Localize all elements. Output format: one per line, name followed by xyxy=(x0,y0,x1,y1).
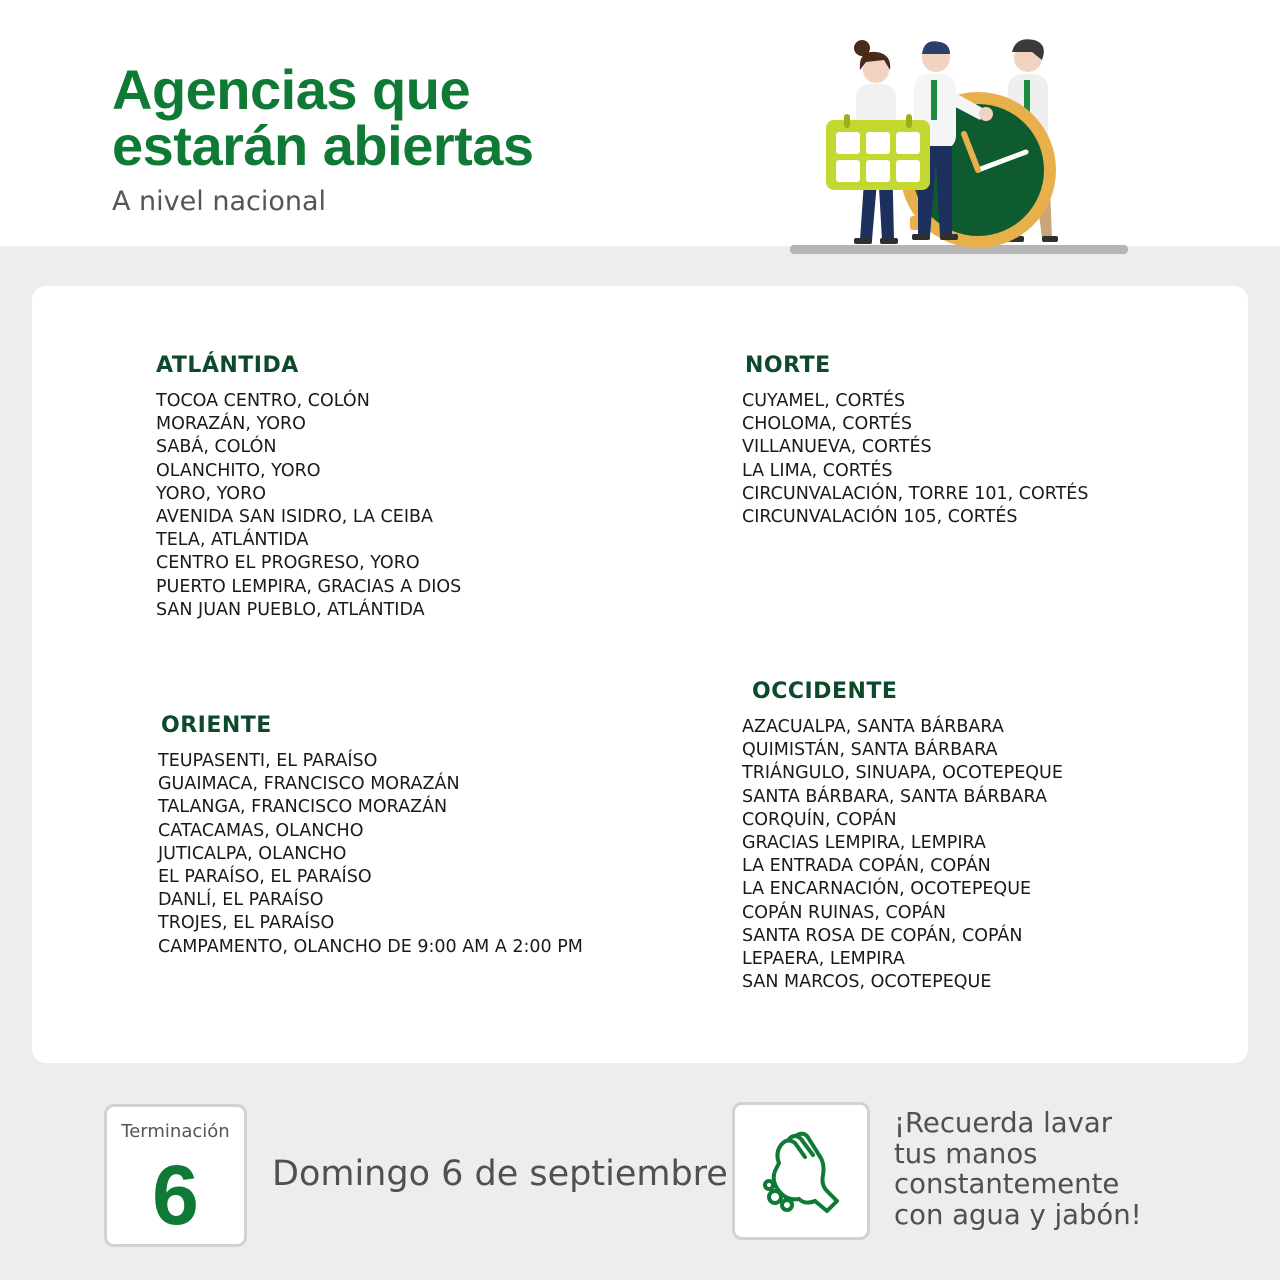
title-line-2: estarán abiertas xyxy=(112,114,534,177)
agency-item: PUERTO LEMPIRA, GRACIAS A DIOS xyxy=(156,576,462,597)
agency-item: LEPAERA, LEMPIRA xyxy=(742,949,905,970)
agency-item: COPÁN RUINAS, COPÁN xyxy=(742,902,946,923)
agency-item: TELA, ATLÁNTIDA xyxy=(156,530,309,551)
agency-item: GRACIAS LEMPIRA, LEMPIRA xyxy=(742,833,986,854)
termination-label: Terminación xyxy=(121,1121,230,1142)
region-atlantida xyxy=(156,353,461,622)
agency-item: MORAZÁN, YORO xyxy=(156,414,306,435)
agency-item: GUAIMACA, FRANCISCO MORAZÁN xyxy=(158,774,460,795)
agency-item: DANLÍ, EL PARAÍSO xyxy=(158,890,324,911)
agency-item: CAMPAMENTO, OLANCHO DE 9:00 AM A 2:00 PM xyxy=(158,936,583,957)
agency-item: SABÁ, COLÓN xyxy=(156,437,277,458)
agency-item: LA ENCARNACIÓN, OCOTEPEQUE xyxy=(742,879,1032,900)
reminder-line-2: tus manos xyxy=(894,1137,1038,1170)
agency-list-occidente xyxy=(742,716,1063,994)
agency-item: SAN MARCOS, OCOTEPEQUE xyxy=(742,972,992,993)
agency-list-oriente xyxy=(158,750,583,959)
team-clock-illustration xyxy=(780,30,1140,265)
region-title-atlantida: ATLÁNTIDA xyxy=(156,353,299,378)
region-oriente xyxy=(158,713,583,959)
reminder-line-4: con agua y jabón! xyxy=(894,1198,1142,1231)
agency-item: TALANGA, FRANCISCO MORAZÁN xyxy=(158,797,448,818)
agency-item: CUYAMEL, CORTÉS xyxy=(742,391,906,411)
agency-list-atlantida xyxy=(156,390,461,622)
title-line-1: Agencias que xyxy=(112,58,471,121)
washing-hands-icon xyxy=(735,1105,867,1237)
agency-item: OLANCHITO, YORO xyxy=(156,460,321,481)
agency-item: LA LIMA, CORTÉS xyxy=(742,460,893,481)
agency-item: TRIÁNGULO, SINUAPA, OCOTEPEQUE xyxy=(742,763,1063,784)
termination-number: 6 xyxy=(152,1148,199,1242)
agency-item: LA ENTRADA COPÁN, COPÁN xyxy=(742,856,991,877)
agency-item: AZACUALPA, SANTA BÁRBARA xyxy=(742,717,1004,737)
region-norte xyxy=(742,353,1088,529)
termination-badge xyxy=(104,1104,247,1247)
date-text: Domingo 6 de septiembre xyxy=(272,1154,728,1194)
agency-item: EL PARAÍSO, EL PARAÍSO xyxy=(158,867,372,888)
agency-item: CATACAMAS, OLANCHO xyxy=(158,820,364,841)
calendar-icon xyxy=(826,114,930,190)
agency-item: TEUPASENTI, EL PARAÍSO xyxy=(158,751,378,771)
agency-item: VILLANUEVA, CORTÉS xyxy=(742,437,932,458)
page-subtitle: A nivel nacional xyxy=(112,186,327,217)
agency-item: YORO, YORO xyxy=(156,483,267,504)
agency-item: CORQUÍN, COPÁN xyxy=(742,809,897,830)
agency-item: AVENIDA SAN ISIDRO, LA CEIBA xyxy=(156,507,433,528)
agency-item: CIRCUNVALACIÓN 105, CORTÉS xyxy=(742,507,1018,528)
region-title-norte: NORTE xyxy=(745,353,831,378)
region-title-occidente: OCCIDENTE xyxy=(752,679,898,704)
agency-list-norte xyxy=(742,390,1088,529)
region-occidente xyxy=(742,679,1063,994)
handwash-icon-box xyxy=(732,1102,870,1240)
agency-item: TOCOA CENTRO, COLÓN xyxy=(156,391,370,411)
region-title-oriente: ORIENTE xyxy=(161,713,272,738)
agency-item: SANTA BÁRBARA, SANTA BÁRBARA xyxy=(742,786,1047,807)
reminder-line-3: constantemente xyxy=(894,1168,1120,1200)
reminder-line-1: ¡Recuerda lavar xyxy=(894,1107,1113,1139)
agency-item: CHOLOMA, CORTÉS xyxy=(742,414,912,435)
agency-item: SAN JUAN PUEBLO, ATLÁNTIDA xyxy=(156,599,425,620)
page-title xyxy=(112,58,534,177)
agency-item: CIRCUNVALACIÓN, TORRE 101, CORTÉS xyxy=(742,483,1089,504)
agency-item: QUIMISTÁN, SANTA BÁRBARA xyxy=(742,740,998,761)
ground-shadow xyxy=(790,245,1128,254)
agency-item: TROJES, EL PARAÍSO xyxy=(158,913,335,934)
agency-item: JUTICALPA, OLANCHO xyxy=(158,843,347,864)
handwash-reminder xyxy=(894,1108,1194,1230)
agency-item: SANTA ROSA DE COPÁN, COPÁN xyxy=(742,925,1023,946)
agency-item: CENTRO EL PROGRESO, YORO xyxy=(156,553,420,574)
